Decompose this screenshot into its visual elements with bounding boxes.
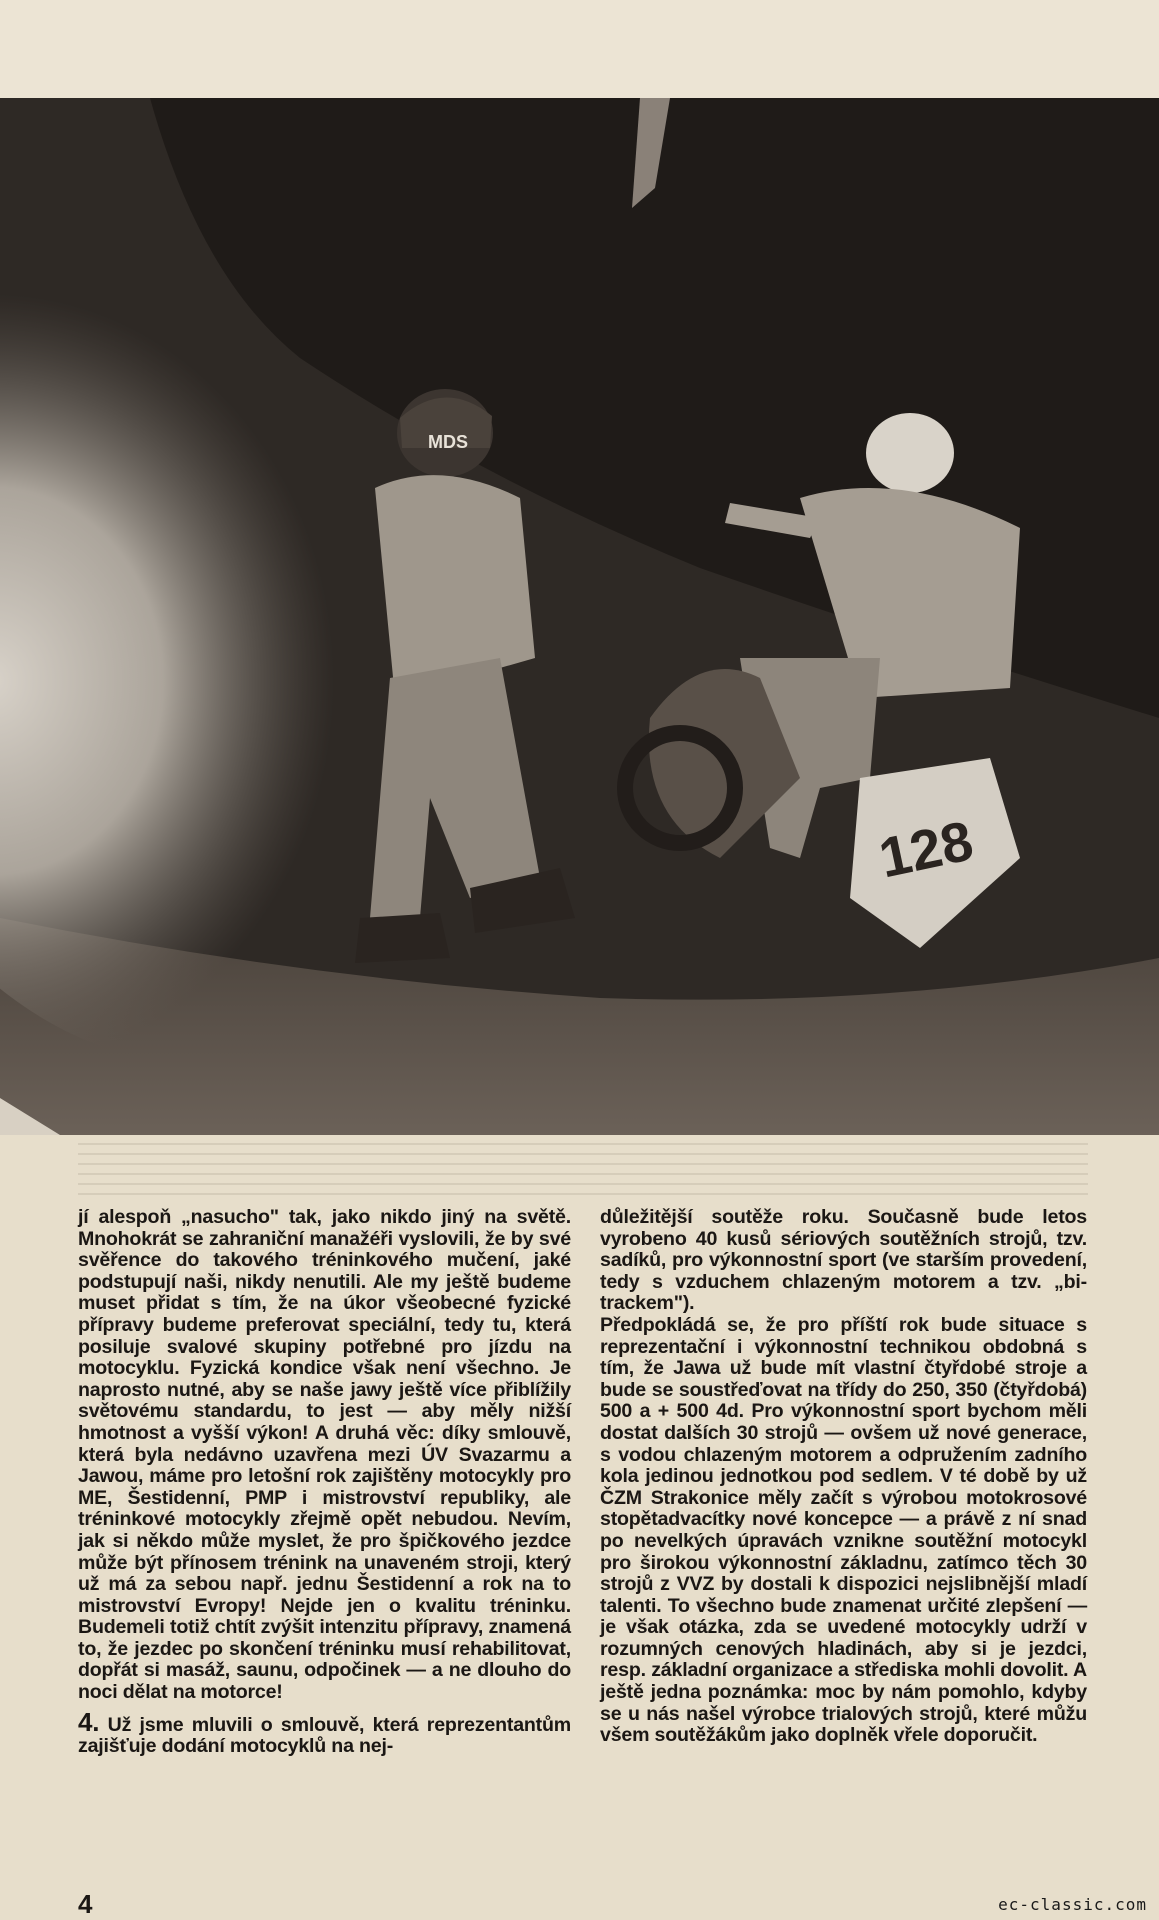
left-paragraph-1: jí alespoň „nasucho" tak, jako nikdo jiný na světě. Mnohokrát se zahraniční manažéři vyslovili, že by své svěřence do takového tréninkového mučení, jaké podstupují naši, nikdy nenutili. Ale my ještě budeme muset přidat s tím, že na úkor všeobecné fyzické přípravy budeme preferovat speciální, tedy tu, která posiluje svalové skupiny potřebné pro jízdu na motocyklu. Fyzická kondice však není všechno. Je naprosto nutné, aby se naše jawy ještě více přiblížily světovému standardu, to jest — aby měly nižší hmotnost a vyšší výkon! A druhá věc: díky smlouvě, která byla nedávno uzavřena mezi ÚV Svazarmu a Jawou, máme pro letošní rok zajištěny motocykly pro ME, Šestidenní, PMP i mistrovství republiky, ale tréninkové motocykly zřejmě opět nebudou. Nevím, jak si někdo může myslet, že pro špičkového jezdce může být přínosem trénink na unaveném stroji, který už má za sebou např. jednu Šestidenní a rok na to mistrovství Evropy! Nejde jen o kvalitu tréninku. Budemeli totiž chtít zvýšit intenzitu přípravy, znamená to, že jezdec po skončení tréninku musí rehabilitovat, dopřát si masáž, saunu, odpočinek — a ne dlouho do noci dělat na motorce!: [78, 1206, 571, 1704]
right-paragraph-1: důležitější soutěže roku. Současně bude letos vyrobeno 40 kusů sériových soutěžních strojů, tzv. sadíků, pro výkonnostní sport (ve starším provedení, tedy s vzduchem chlazeným motorem a tzv. „bi-trackem").: [600, 1206, 1087, 1315]
article-columns: [0, 1135, 1159, 1920]
right-paragraph-2: Předpokládá se, že pro příští rok bude situace s reprezentační i výkonnostní technikou obdobná s tím, že Jawa už bude mít vlastní čtyřdobé stroje a bude se soustřeďovat na třídy do 250, 350 (čtyřdobá) 500 a + 500 4d. Pro výkonnostní sport bychom měli dostat dalších 30 strojů — ovšem už nové generace, s vodou chlazeným motorem a odpružením zadního kola jedinou jednotkou pod sedlem. V té době by už ČZM Strakonice měly začít s výrobou motokrosové stopětadvacítky nové koncepce — a právě z ní snad po nevelkých úpravách vznikne soutěžní motocykl pro širokou výkonnostní základnu, zatímco těch 30 strojů z VVZ by dostali k dispozici nejslibnější mladí talenti. To všechno bude znamenat určité zlepšení — je však otázka, zda se uvedené motocykly udrží v rozumných cenových hladinách, aby si je jezdci, resp. základní organizace a střediska mohli dovolit. A ještě jedna poznámka: moc by nám pomohlo, kdyby se u nás našel výrobce trialových strojů, které můžu všem soutěžákům jako doplněk vřele doporučit.: [600, 1313, 1087, 1747]
left-paragraph-2: Už jsme mluvili o smlouvě, která reprezentantům zajišťuje dodání motocyklů na nej-: [78, 1713, 571, 1758]
watermark: ec-classic.com: [998, 1895, 1147, 1914]
left-paragraph-2-wrap: [78, 1706, 571, 1758]
paper-top-margin: [0, 0, 1159, 98]
helmet-text: MDS: [428, 432, 468, 452]
page-number: 4: [78, 1889, 93, 1919]
photo-enduro-riders: [0, 98, 1159, 1135]
right-column: [600, 1207, 1087, 1747]
number-plate-text: 128: [873, 808, 979, 890]
photo-illustration: [0, 98, 1159, 1135]
bleed-through-text: [78, 1143, 1088, 1195]
left-column: [78, 1207, 571, 1758]
section-number: 4.: [78, 1706, 100, 1737]
